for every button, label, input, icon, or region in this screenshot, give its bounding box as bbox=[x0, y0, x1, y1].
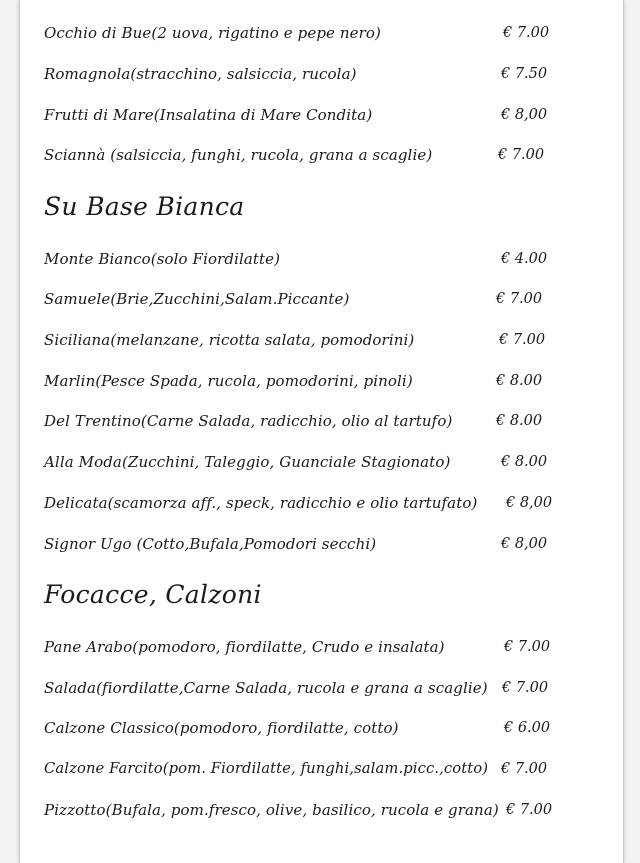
menu-item-name: Frutti di Mare(Insalatina di Mare Condita) bbox=[44, 106, 373, 124]
menu-item bbox=[20, 21, 623, 45]
menu-item bbox=[20, 532, 623, 556]
menu-item bbox=[20, 143, 623, 167]
menu-item-price: € 8.00 bbox=[501, 454, 548, 470]
menu-item-name: Del Trentino(Carne Salada, radicchio, olio al tartufo) bbox=[44, 412, 453, 430]
menu-item bbox=[20, 62, 623, 86]
menu-item-name: Calzone Farcito(pom. Fiordilatte, funghi,salam.picc.,cotto) bbox=[44, 760, 489, 777]
menu-item bbox=[20, 635, 623, 659]
menu-item-price: € 7.00 bbox=[498, 147, 545, 163]
menu-item-name: Calzone Classico(pomodoro, fiordilatte, cotto) bbox=[44, 719, 399, 737]
menu-item-name: Romagnola(stracchino, salsiccia, rucola) bbox=[44, 65, 357, 83]
menu-item bbox=[20, 287, 623, 311]
menu-item bbox=[20, 328, 623, 352]
menu-item-name: Alla Moda(Zucchini, Taleggio, Guanciale Stagionato) bbox=[44, 453, 451, 471]
menu-item-price: € 8.00 bbox=[496, 413, 543, 429]
menu-item-name: Samuele(Brie,Zucchini,Salam.Piccante) bbox=[44, 290, 350, 308]
section-title-focacce-calzoni: Focacce, Calzoni bbox=[44, 580, 262, 609]
menu-item-price: € 7.00 bbox=[504, 639, 551, 655]
menu-item-price: € 7.50 bbox=[501, 66, 548, 82]
menu-item bbox=[20, 103, 623, 127]
menu-item bbox=[20, 450, 623, 474]
menu-item-price: € 7.00 bbox=[501, 761, 548, 777]
menu-item bbox=[20, 409, 623, 433]
menu-item-price: € 7.00 bbox=[502, 680, 549, 696]
menu-item-name: Delicata(scamorza aff., speck, radicchio e olio tartufato) bbox=[44, 494, 478, 512]
menu-item-price: € 7.00 bbox=[496, 291, 543, 307]
menu-item bbox=[20, 798, 623, 822]
menu-item bbox=[20, 716, 623, 740]
menu-item-price: € 8,00 bbox=[501, 107, 548, 123]
menu-item-name: Pizzotto(Bufala, pom.fresco, olive, basilico, rucola e grana) bbox=[44, 801, 499, 819]
menu-item-price: € 7.00 bbox=[499, 332, 546, 348]
menu-item-price: € 8.00 bbox=[496, 373, 543, 389]
menu-item-name: Pane Arabo(pomodoro, fiordilatte, Crudo e insalata) bbox=[44, 638, 445, 656]
menu-item-name: Marlin(Pesce Spada, rucola, pomodorini, pinoli) bbox=[44, 372, 413, 390]
menu-item-name: Signor Ugo (Cotto,Bufala,Pomodori secchi) bbox=[44, 535, 377, 553]
menu-item bbox=[20, 491, 623, 515]
section-title-base-bianca: Su Base Bianca bbox=[44, 192, 245, 221]
menu-item-name: Monte Bianco(solo Fiordilatte) bbox=[44, 250, 281, 268]
menu-item bbox=[20, 247, 623, 271]
menu-item-price: € 6.00 bbox=[504, 720, 551, 736]
menu-item-name: Occhio di Bue(2 uova, rigatino e pepe nero) bbox=[44, 24, 381, 42]
menu-item-price: € 4.00 bbox=[501, 251, 548, 267]
menu-item-price: € 8,00 bbox=[501, 536, 548, 552]
menu-item bbox=[20, 757, 623, 781]
menu-item-name: Salada(fiordilatte,Carne Salada, rucola e grana a scaglie) bbox=[44, 679, 488, 697]
menu-page bbox=[19, 0, 624, 863]
menu-item-price: € 7.00 bbox=[503, 25, 550, 41]
menu-item-price: € 7.00 bbox=[506, 802, 553, 818]
menu-item bbox=[20, 369, 623, 393]
menu-item-name: Sciannà (salsiccia, funghi, rucola, grana a scaglie) bbox=[44, 146, 433, 164]
menu-item bbox=[20, 676, 623, 700]
menu-item-price: € 8,00 bbox=[506, 495, 553, 511]
menu-item-name: Siciliana(melanzane, ricotta salata, pomodorini) bbox=[44, 331, 415, 349]
